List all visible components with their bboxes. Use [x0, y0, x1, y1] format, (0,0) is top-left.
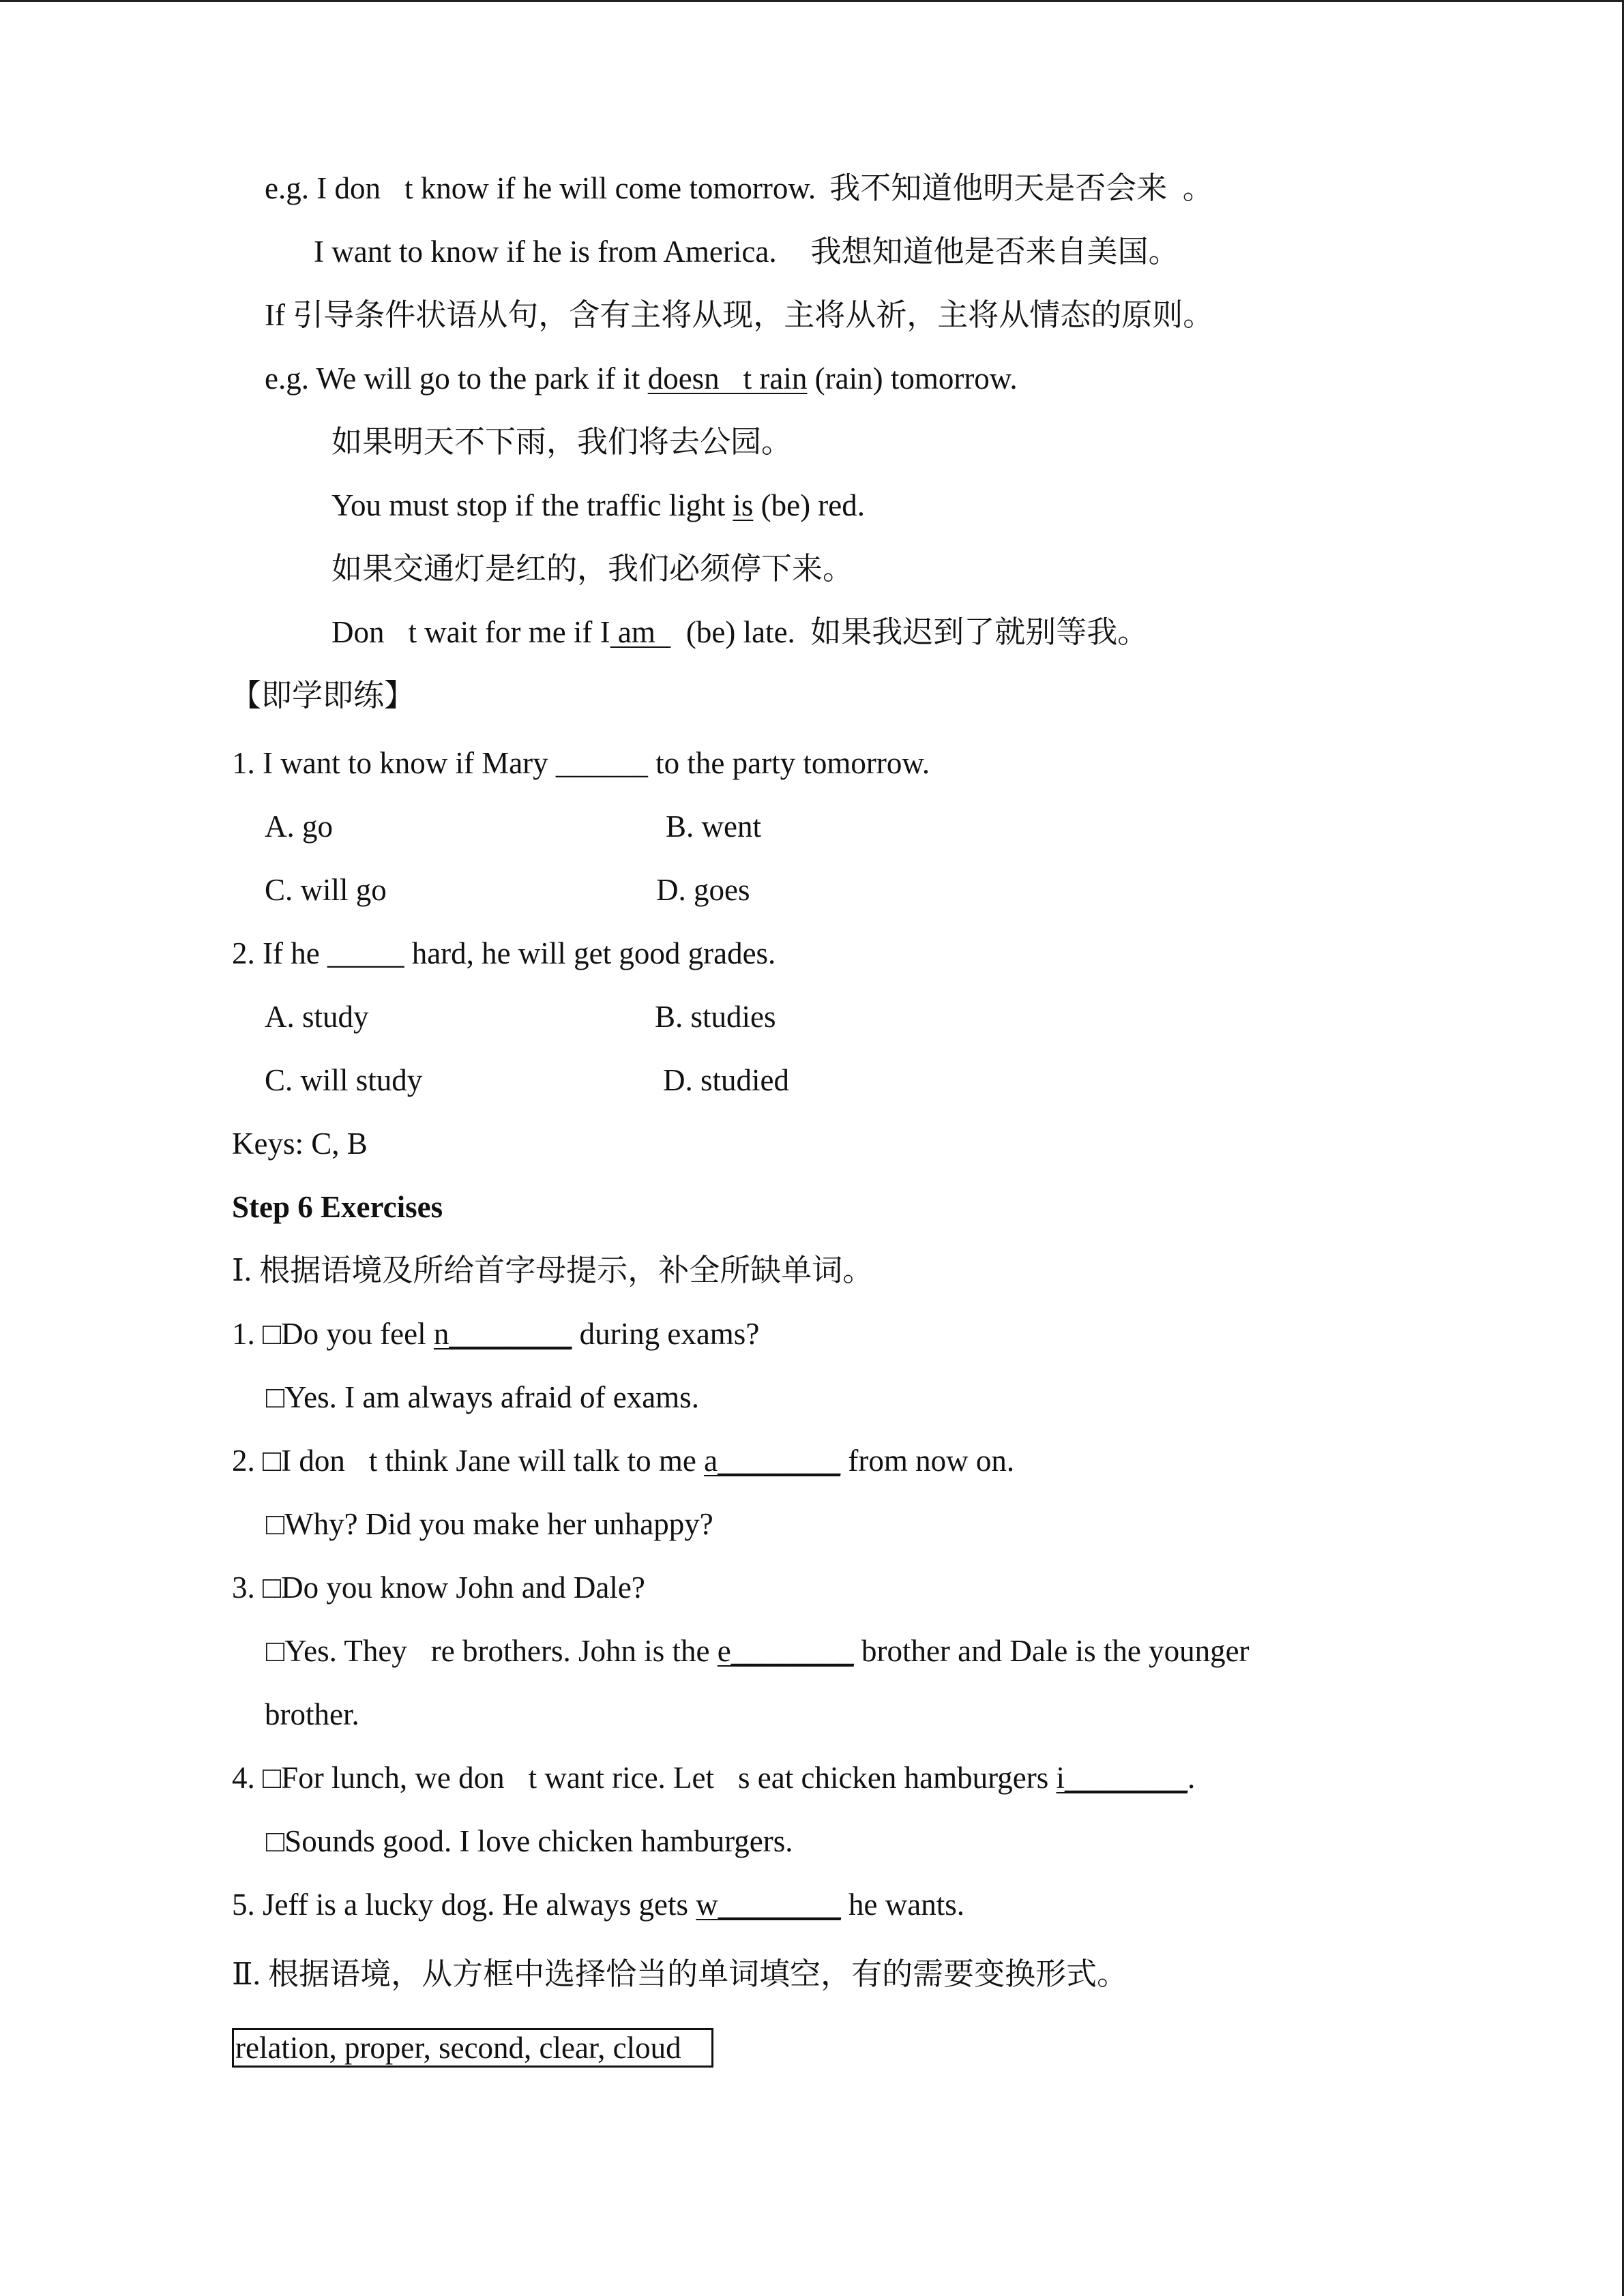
blank-w: w________ — [696, 1888, 841, 1922]
q1-option-c: C. will go — [265, 873, 387, 907]
blank-i: i________ — [1056, 1761, 1188, 1795]
part-2-heading: Ⅱ. 根据语境，从方框中选择恰当的单词填空，有的需要变换形式。 — [232, 1957, 1128, 1991]
section-title: Step 6 Exercises — [232, 1190, 443, 1224]
answer-keys: Keys: C, B — [232, 1127, 368, 1161]
answer-am: am — [610, 615, 671, 649]
exercise-item-3-reply: □Yes. They re brothers. John is the e________ brother and Dale is the younger — [266, 1634, 1250, 1668]
exercise-item-3: 3. □Do you know John and Dale? — [232, 1570, 645, 1605]
page-top-border — [0, 0, 1624, 2]
q2-option-b: B. studies — [655, 1000, 776, 1034]
practice-question-2: 2. If he _____ hard, he will get good grades. — [232, 936, 776, 970]
answer-doesnt-rain: doesn t rain — [647, 361, 808, 396]
exercise-item-1: 1. □Do you feel n________ during exams? — [232, 1317, 760, 1351]
practice-question-1: 1. I want to know if Mary ______ to the party tomorrow. — [232, 746, 930, 780]
blank-e: e________ — [717, 1634, 854, 1668]
example-line-2: I want to know if he is from America. 我想知道他是否来自美国。 — [314, 235, 1179, 269]
exercise-item-2: 2. □I don t think Jane will talk to me a________ from now on. — [232, 1444, 1015, 1478]
blank-n: n________ — [433, 1317, 572, 1351]
example-line-1: e.g. I don t know if he will come tomorrow. 我不知道他明天是否会来 。 — [265, 171, 1213, 205]
word-bank-box: relation, proper, second, clear, cloud — [232, 2028, 713, 2068]
answer-is: is — [733, 488, 754, 522]
exercise-item-4-reply: □Sounds good. I love chicken hamburgers. — [266, 1824, 793, 1858]
grammar-rule: If 引导条件状语从句，含有主将从现，主将从祈，主将从情态的原则。 — [265, 298, 1214, 332]
q2-option-a: A. study — [265, 1000, 369, 1034]
q1-option-a: A. go — [265, 809, 333, 844]
blank-a: a________ — [704, 1444, 841, 1478]
example-line-3: e.g. We will go to the park if it doesn t rain (rain) tomorrow. — [265, 361, 1018, 396]
example-line-4: You must stop if the traffic light is (be) red. — [331, 488, 866, 522]
example-line-5: Don t wait for me if I am (be) late. 如果我迟到了就别等我。 — [331, 615, 1149, 649]
q2-option-c: C. will study — [265, 1063, 423, 1097]
q2-option-d: D. studied — [663, 1063, 789, 1097]
exercise-item-3-reply-continued: brother. — [265, 1697, 359, 1731]
exercise-item-5: 5. Jeff is a lucky dog. He always gets w________ he wants. — [232, 1888, 964, 1922]
q1-option-b: B. went — [666, 809, 761, 844]
example-line-4-translation: 如果交通灯是红的，我们必须停下来。 — [331, 552, 854, 586]
practice-heading: 【即学即练】 — [231, 679, 415, 713]
part-1-heading: Ⅰ. 根据语境及所给首字母提示，补全所缺单词。 — [232, 1253, 874, 1287]
exercise-item-2-reply: □Why? Did you make her unhappy? — [266, 1507, 713, 1541]
q1-option-d: D. goes — [656, 873, 750, 907]
exercise-item-4: 4. □For lunch, we don t want rice. Let s eat chicken hamburgers i________. — [232, 1761, 1196, 1795]
example-line-3-translation: 如果明天不下雨，我们将去公园。 — [331, 425, 793, 459]
exercise-item-1-reply: □Yes. I am always afraid of exams. — [266, 1380, 699, 1414]
